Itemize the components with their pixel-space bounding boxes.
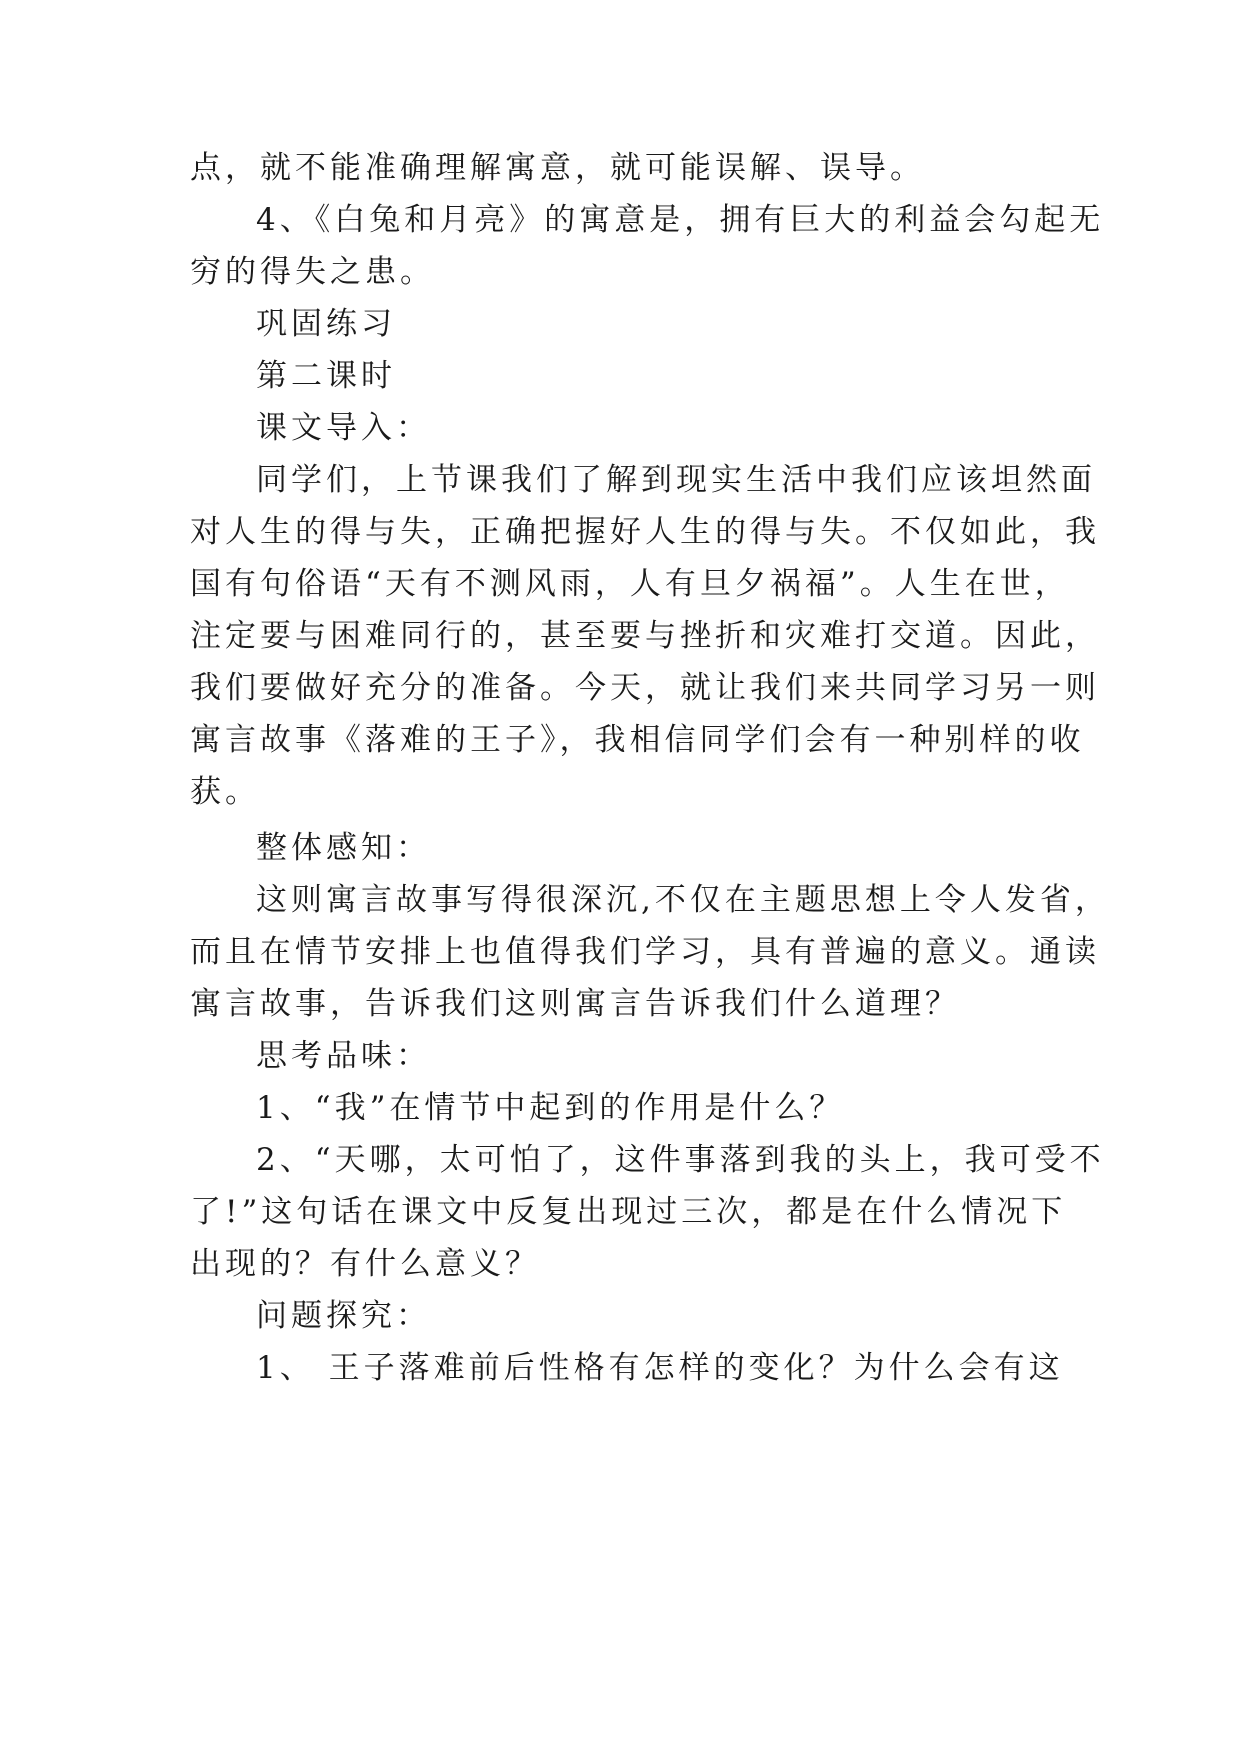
- heading-overall-perception: 整体感知：: [256, 830, 431, 866]
- question-1: 1、“我”在情节中起到的作用是什么？: [256, 1090, 845, 1126]
- paragraph-intro-line-2: 对人生的得与失，正确把握好人生的得与失。不仅如此，我: [190, 514, 1100, 550]
- paragraph-intro-line-3: 国有句俗语“天有不测风雨，人有旦夕祸福”。人生在世，: [190, 566, 1070, 602]
- heading-reflection: 思考品味：: [256, 1038, 431, 1074]
- heading-introduction: 课文导入：: [256, 410, 431, 446]
- heading-practice: 巩固练习: [256, 306, 396, 342]
- heading-inquiry: 问题探究：: [256, 1298, 431, 1334]
- question-2-line-2: 了!”这句话在课文中反复出现过三次，都是在什么情况下: [190, 1194, 1067, 1230]
- paragraph-intro-line-5: 我们要做好充分的准备。今天，就让我们来共同学习另一则: [190, 670, 1100, 706]
- paragraph-perception-line-3: 寓言故事，告诉我们这则寓言告诉我们什么道理？: [190, 986, 960, 1022]
- paragraph-perception-line-1: 这则寓言故事写得很深沉,不仅在主题思想上令人发省，: [256, 882, 1110, 918]
- question-2-line-1: 2、“天哪，太可怕了，这件事落到我的头上，我可受不: [256, 1142, 1105, 1178]
- text-line-item-4-cont: 穷的得失之患。: [190, 254, 435, 290]
- text-line-continuation: 点，就不能准确理解寓意，就可能误解、误导。: [190, 150, 925, 186]
- text-line-item-4: 4、《白兔和月亮》的寓意是，拥有巨大的利益会勾起无: [256, 202, 1105, 238]
- paragraph-perception-line-2: 而且在情节安排上也值得我们学习，具有普遍的意义。通读: [190, 934, 1100, 970]
- heading-second-lesson: 第二课时: [256, 358, 396, 394]
- question-2-line-3: 出现的？有什么意义？: [190, 1246, 540, 1282]
- inquiry-question-1: 1、 王子落难前后性格有怎样的变化？为什么会有这: [256, 1350, 1064, 1386]
- paragraph-intro-line-1: 同学们，上节课我们了解到现实生活中我们应该坦然面: [256, 462, 1096, 498]
- paragraph-intro-line-4: 注定要与困难同行的，甚至要与挫折和灾难打交道。因此，: [190, 618, 1100, 654]
- paragraph-intro-line-7: 获。: [190, 774, 260, 810]
- paragraph-intro-line-6: 寓言故事《落难的王子》，我相信同学们会有一种别样的收: [190, 722, 1085, 758]
